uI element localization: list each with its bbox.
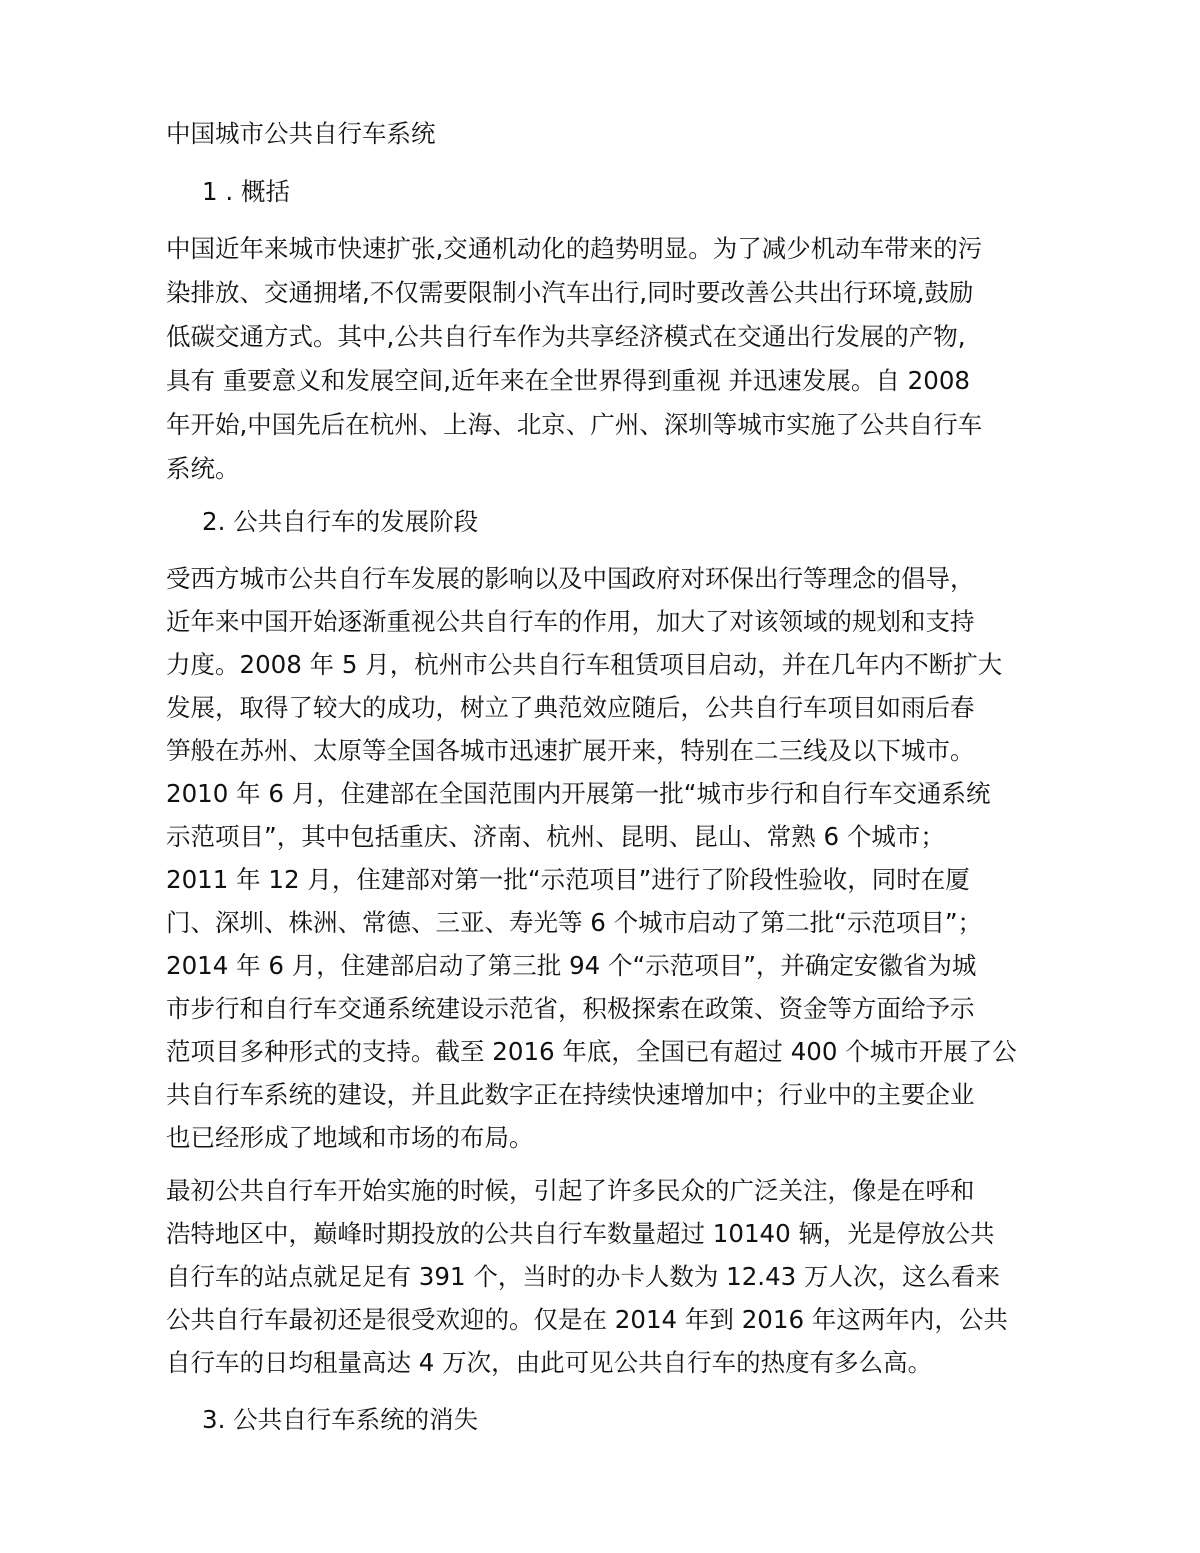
section-heading-development-stages: 2. 公共自行车的发展阶段: [202, 507, 479, 536]
paragraph-line: 范项目多种形式的支持。截至 2016 年底，全国已有超过 400 个城市开展了公: [166, 1037, 1017, 1066]
paragraph-line: 年开始,中国先后在杭州、上海、北京、广州、深圳等城市实施了公共自行车: [166, 410, 983, 439]
paragraph-line: 染排放、交通拥堵,不仅需要限制小汽车出行,同时要改善公共出行环境,鼓励: [166, 278, 974, 307]
paragraph-line: 具有 重要意义和发展空间,近年来在全世界得到重视 并迅速发展。自 2008: [166, 366, 970, 395]
paragraph-line: 自行车的日均租量高达 4 万次，由此可见公共自行车的热度有多么高。: [166, 1348, 933, 1377]
paragraph-line: 受西方城市公共自行车发展的影响以及中国政府对环保出行等理念的倡导，: [166, 564, 975, 593]
paragraph-line: 市步行和自行车交通系统建设示范省，积极探索在政策、资金等方面给予示: [166, 994, 975, 1023]
paragraph-line: 2010 年 6 月，住建部在全国范围内开展第一批“城市步行和自行车交通系统: [166, 779, 991, 808]
paragraph-line: 浩特地区中，巅峰时期投放的公共自行车数量超过 10140 辆，光是停放公共: [166, 1219, 995, 1248]
section-heading-disappearance: 3. 公共自行车系统的消失: [202, 1405, 479, 1434]
document-title: 中国城市公共自行车系统: [166, 119, 436, 148]
paragraph-line: 近年来中国开始逐渐重视公共自行车的作用，加大了对该领域的规划和支持: [166, 607, 975, 636]
paragraph-line: 2011 年 12 月，住建部对第一批“示范项目”进行了阶段性验收，同时在厦: [166, 865, 970, 894]
paragraph-development-stages: [166, 557, 1088, 1159]
paragraph-overview: [166, 227, 1088, 491]
paragraph-line: 中国近年来城市快速扩张,交通机动化的趋势明显。为了减少机动车带来的污: [166, 234, 983, 263]
paragraph-line: 系统。: [166, 454, 240, 483]
paragraph-line: 示范项目”，其中包括重庆、济南、杭州、昆明、昆山、常熟 6 个城市；: [166, 822, 945, 851]
paragraph-line: 低碳交通方式。其中,公共自行车作为共享经济模式在交通出行发展的产物,: [166, 322, 966, 351]
paragraph-line: 发展，取得了较大的成功，树立了典范效应随后，公共自行车项目如雨后春: [166, 693, 975, 722]
paragraph-line: 也已经形成了地域和市场的布局。: [166, 1123, 534, 1152]
paragraph-line: 共自行车系统的建设，并且此数字正在持续快速增加中；行业中的主要企业: [166, 1080, 975, 1109]
paragraph-line: 力度。2008 年 5 月，杭州市公共自行车租赁项目启动，并在几年内不断扩大: [166, 650, 1003, 679]
paragraph-line: 最初公共自行车开始实施的时候，引起了许多民众的广泛关注，像是在呼和: [166, 1176, 975, 1205]
section-heading-overview: 1 . 概括: [202, 177, 290, 206]
paragraph-line: 公共自行车最初还是很受欢迎的。仅是在 2014 年到 2016 年这两年内，公共: [166, 1305, 1008, 1334]
paragraph-line: 2014 年 6 月，住建部启动了第三批 94 个“示范项目”，并确定安徽省为城: [166, 951, 977, 980]
paragraph-early-popularity: [166, 1169, 1088, 1384]
paragraph-line: 自行车的站点就足足有 391 个，当时的办卡人数为 12.43 万人次，这么看来: [166, 1262, 1001, 1291]
paragraph-line: 门、深圳、株洲、常德、三亚、寿光等 6 个城市启动了第二批“示范项目”；: [166, 908, 983, 937]
paragraph-line: 笋般在苏州、太原等全国各城市迅速扩展开来，特别在二三线及以下城市。: [166, 736, 975, 765]
